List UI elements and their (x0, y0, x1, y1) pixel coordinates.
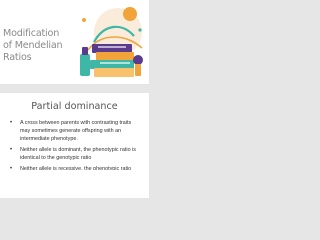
title-slide (0, 0, 149, 84)
books-illustration (74, 2, 148, 82)
content-slide (0, 93, 149, 198)
bullet-item: • Neither allele is recessive, the phenotypic ratio (10, 166, 142, 170)
slide-heading: Partial dominance (31, 101, 118, 112)
bullet-item: • Neither allele is dominant, the phenotypic ratio is identical to the genotypic ratio (10, 147, 142, 163)
bullet-item: • A cross between parents with contrasting traits may sometimes generate offspring with an intermediate phenotype. (10, 120, 142, 143)
bullet-list (10, 120, 142, 173)
title-line-2: of Mendelian (3, 40, 63, 52)
title-line-3: Ratios (3, 52, 32, 64)
slide-title (3, 28, 83, 65)
title-line-1: Modification (3, 28, 60, 39)
